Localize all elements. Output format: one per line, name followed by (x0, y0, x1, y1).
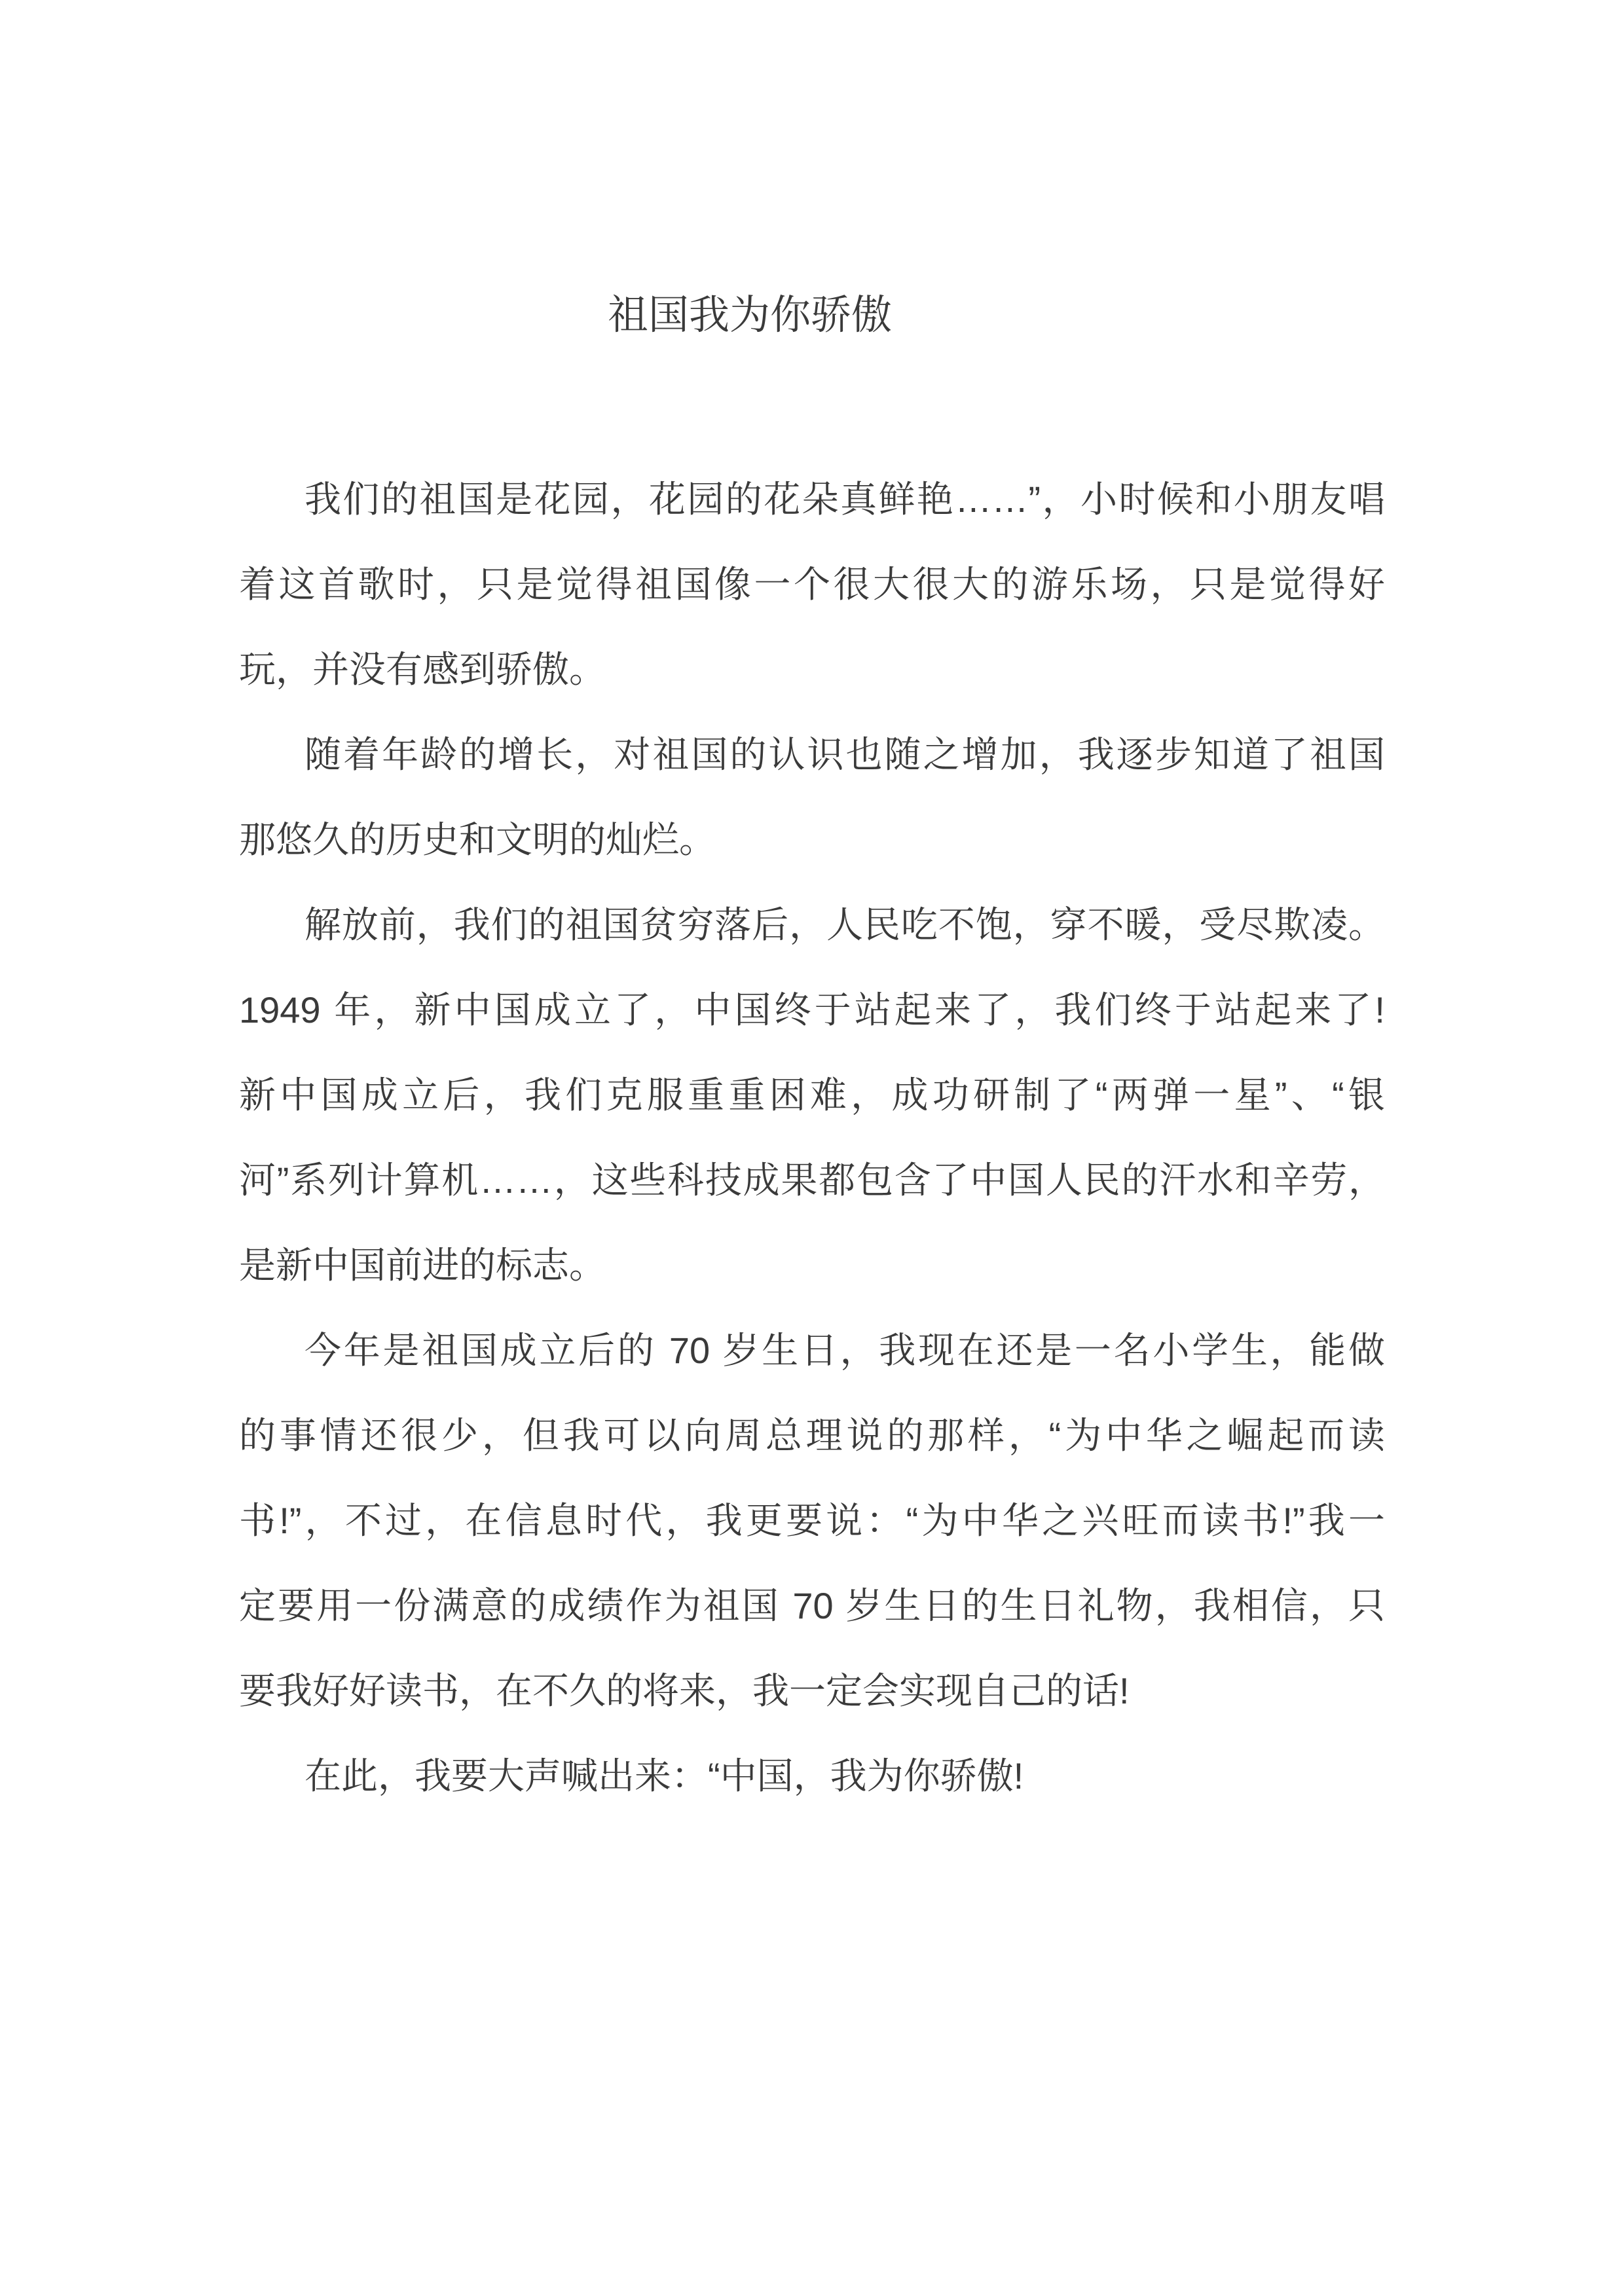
document-line: 新中国成立后，我们克服重重困难，成功研制了“两弹一星”、“银 (239, 1074, 1385, 1116)
document-line: 解放前，我们的祖国贫穷落后，人民吃不饱，穿不暖，受尽欺凌。 (304, 904, 1385, 945)
document-line: 那悠久的历史和文明的灿烂。 (239, 819, 716, 860)
document-line: 河”系列计算机……，这些科技成果都包含了中国人民的汗水和辛劳， (239, 1159, 1385, 1201)
document-line: 1949 年，新中国成立了，中国终于站起来了，我们终于站起来了! (239, 989, 1385, 1030)
document-line: 书!”，不过，在信息时代，我更要说：“为中华之兴旺而读书!”我一 (239, 1500, 1385, 1541)
document-body (239, 457, 1385, 1819)
document-line: 要我好好读书，在不久的将来，我一定会实现自己的话! (239, 1670, 1130, 1711)
document-line: 的事情还很少，但我可以向周总理说的那样，“为中华之崛起而读 (239, 1415, 1385, 1456)
document-line: 是新中国前进的标志。 (239, 1245, 606, 1286)
document-line: 定要用一份满意的成绩作为祖国 70 岁生日的生日礼物，我相信，只 (239, 1585, 1385, 1626)
document-line: 玩，并没有感到骄傲。 (239, 649, 606, 690)
document-line: 今年是祖国成立后的 70 岁生日，我现在还是一名小学生，能做 (304, 1330, 1385, 1371)
document-line: 在此，我要大声喊出来：“中国，我为你骄傲! (304, 1755, 1024, 1796)
document-line: 着这首歌时，只是觉得祖国像一个很大很大的游乐场，只是觉得好 (239, 564, 1385, 605)
document-line: 我们的祖国是花园，花园的花朵真鲜艳……”，小时候和小朋友唱 (304, 479, 1385, 520)
document-title: 祖国我为你骄傲 (607, 293, 892, 338)
document-line: 随着年龄的增长，对祖国的认识也随之增加，我逐步知道了祖国 (304, 734, 1385, 775)
